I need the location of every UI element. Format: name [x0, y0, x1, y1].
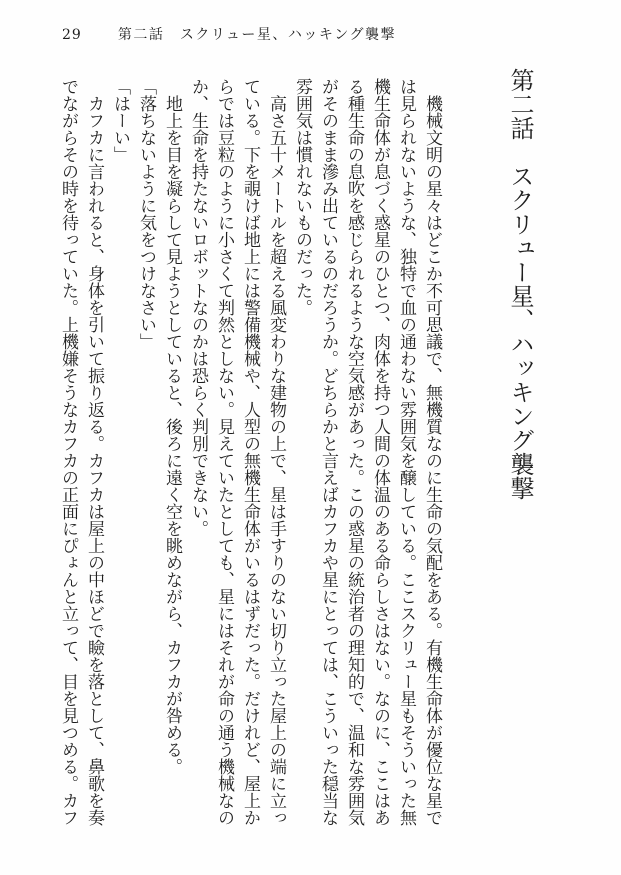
- text-column: 「はーい」: [110, 78, 130, 163]
- running-header-title: 第二話 スクリュー星、ハッキング襲撃: [117, 27, 396, 43]
- text-column: か、生命を持たないロボットなのかは恐らく判別できない。: [188, 78, 208, 537]
- text-column: 機生命体が息づく惑星のひとつ、肉体を持つ人間の体温のある命らしさはない。なのに、ここはあ: [370, 78, 390, 826]
- text-column: がそのまま滲み出ているのだろうか。どちらかと言えばカフカや星にとっては、こういった穏当な: [318, 78, 338, 826]
- text-column: らでは豆粒のように小さくて判然としない。見えていたとしても、星にはそれが命の通う機械なの: [214, 78, 234, 826]
- page-content: [55, 68, 533, 838]
- text-column: 雰囲気は慣れないものだった。: [292, 78, 312, 316]
- text-column: ている。下を覗けば地上には警備機械や、人型の無機生命体がいるはずだった。だけれど、屋上か: [240, 78, 260, 826]
- text-column: る種生命の息吹を感じられるような空気感があった。この惑星の統治者の理知的で、温和な雰囲気: [344, 78, 364, 826]
- text-column: は見られないような、独特で血の通わない雰囲気を醸している。ここスクリュー星もそういった無: [396, 78, 416, 826]
- page-number: 29: [62, 27, 82, 43]
- text-column: でながらその時を待っていた。上機嫌そうなカフカの正面にぴょんと立って、目を見つめる。カフ: [58, 78, 78, 826]
- text-column: カフカに言われると、身体を引いて振り返る。カフカは屋上の中ほどで瞼を落として、鼻歌を奏: [84, 78, 104, 826]
- chapter-title: 第二話 スクリュー星、ハッキング襲撃: [506, 68, 534, 500]
- text-column: 地上を目を凝らして見ようとしていると、後ろに遠く空を眺めながら、カフカが咎める。: [162, 78, 182, 775]
- text-column: 「落ちないように気をつけなさい」: [136, 78, 156, 350]
- running-header: [62, 24, 396, 44]
- text-column: 高さ五十メートルを超える風変わりな建物の上で、星は手すりのない切り立った屋上の端に立っ: [266, 78, 286, 826]
- text-column: 機械文明の星々はどこか不可思議で、無機質なのに生命の気配をある。有機生命体が優位な星で: [422, 78, 442, 826]
